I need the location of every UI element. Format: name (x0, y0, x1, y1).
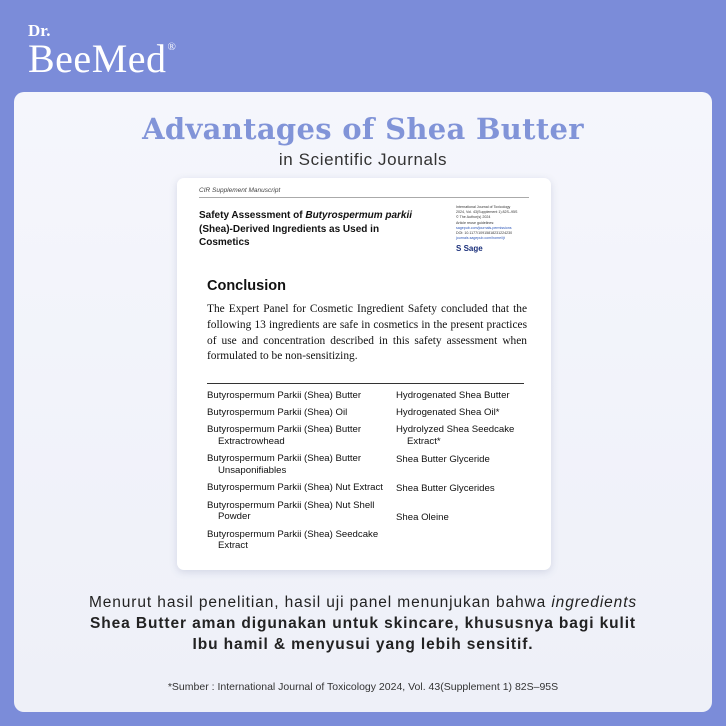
publisher-logo (456, 244, 483, 253)
paper-title (199, 209, 431, 250)
ingredients-divider (207, 383, 524, 384)
ingredient-item: Butyrospermum Parkii (Shea) Butter (207, 390, 362, 401)
registered-mark: ® (167, 41, 176, 53)
page-subtitle: in Scientific Journals (278, 150, 448, 169)
ingredient-item: Butyrospermum Parkii (Shea) Nut Extract (207, 482, 383, 494)
ingredient-item: Butyrospermum Parkii (Shea) Seedcake Extract (207, 528, 379, 552)
paper-title-italic: Butyrospermum parkii (305, 210, 413, 221)
paper-title-part1: Safety Assessment of (199, 210, 306, 221)
description-line-3: Ibu hamil & menyusui yang lebih sensitif. (192, 636, 534, 653)
ingredients-left-column (207, 390, 397, 558)
manuscript-label: CIR Supplement Manuscript (199, 187, 281, 194)
meta-line: © The Author(s) 2024 (456, 215, 491, 220)
brand-prefix: Dr. (28, 21, 51, 40)
ingredient-item: Butyrospermum Parkii (Shea) Butter Extractrowhead (207, 424, 362, 448)
ingredient-item: Butyrospermum Parkii (Shea) Butter Unsaponifiables (207, 453, 362, 477)
meta-line: Article reuse guidelines: (456, 220, 495, 225)
page-title: Advantages of Shea Butter (142, 112, 584, 146)
meta-line: DOI: 10.1177/10915818231224230 (456, 231, 513, 236)
brand-logo (28, 22, 176, 79)
meta-link: sagepub.com/journals-permissions (456, 225, 512, 230)
description-line-1-italic: ingredients (551, 594, 638, 611)
journal-excerpt (177, 178, 551, 570)
ingredient-item: Shea Oleine (396, 511, 449, 523)
sage-icon: S (456, 244, 462, 253)
meta-link: journals.sagepub.com/home/ijt (456, 236, 505, 241)
ingredient-item: Hydrogenated Shea Oil* (396, 407, 500, 419)
meta-line: International Journal of Toxicology (456, 205, 511, 209)
ingredient-item: Hydrolyzed Shea Seedcake Extract* (396, 424, 515, 448)
ingredient-item: Shea Butter Glyceride (396, 453, 490, 465)
meta-line: 2024, Vol. 43(Supplement 1) 82S–95S (456, 210, 518, 215)
top-divider (199, 197, 529, 198)
conclusion-heading: Conclusion (207, 278, 286, 294)
brand-name: BeeMed (28, 36, 167, 81)
paper-title-part2: (Shea)-Derived Ingredients as Used in Cosmetics (199, 223, 380, 248)
ingredient-item: Butyrospermum Parkii (Shea) Oil (207, 407, 348, 419)
ingredient-item: Hydrogenated Shea Butter (396, 390, 510, 401)
description-line-2: Shea Butter aman digunakan untuk skincare, khususnya bagi kulit (90, 615, 636, 632)
ingredient-item: Shea Butter Glycerides (396, 482, 495, 494)
publisher-name: Sage (463, 244, 483, 253)
journal-meta (456, 205, 546, 241)
ingredient-item: Butyrospermum Parkii (Shea) Nut Shell Powder (207, 499, 375, 523)
description-line-1 (40, 592, 686, 613)
conclusion-text: The Expert Panel for Cosmetic Ingredient Safety concluded that the following 13 ingredients are safe in cosmetics in the present practices of use and concentration described in this safety assessment when formulated to be non-sensitizing. (207, 303, 527, 363)
description-line-1-text: Menurut hasil penelitian, hasil uji panel menunjukan bahwa (88, 594, 552, 611)
ingredients-right-column (396, 390, 536, 529)
source-citation: *Sumber : International Journal of Toxicology 2024, Vol. 43(Supplement 1) 82S–95S (167, 681, 559, 693)
description (40, 592, 686, 655)
